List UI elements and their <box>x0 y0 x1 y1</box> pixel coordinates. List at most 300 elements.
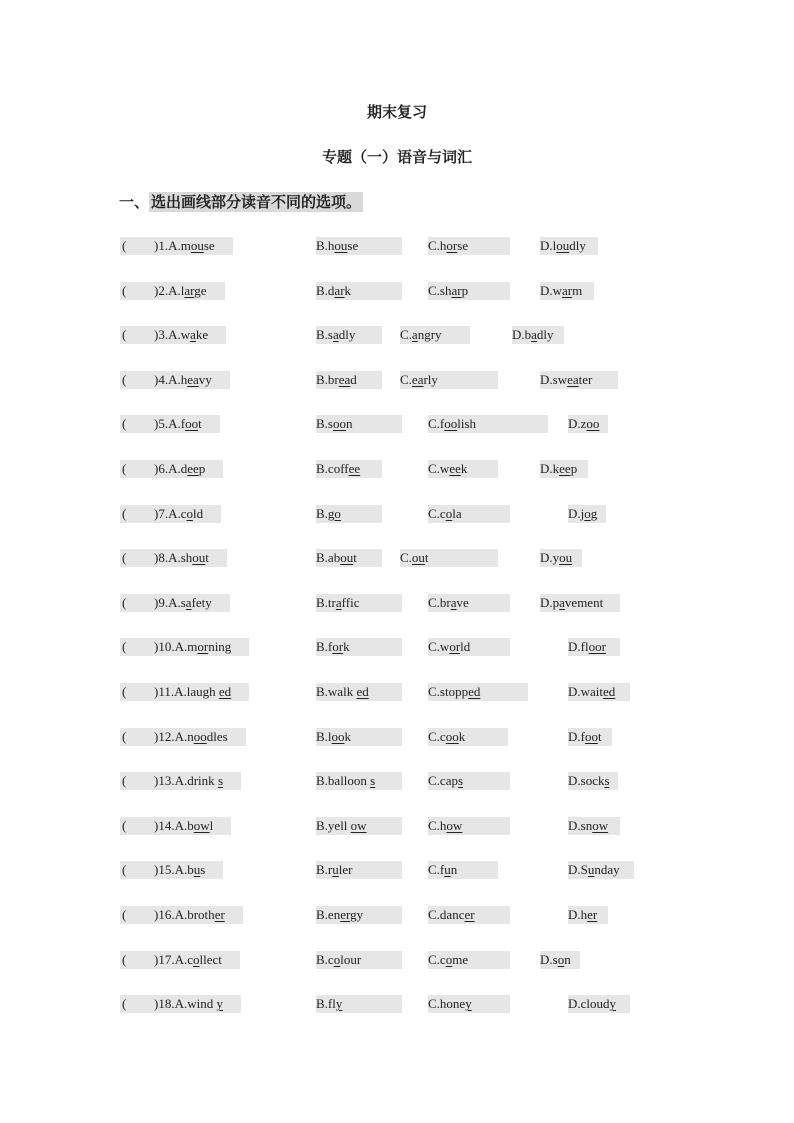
answer-blank[interactable]: ( <box>120 282 154 300</box>
option-prefix: D.cloud <box>568 996 610 1012</box>
option-prefix: B.f <box>316 639 333 655</box>
option-prefix: B.yell <box>316 817 351 833</box>
option-prefix: B.d <box>316 282 335 298</box>
option-suffix: lish <box>457 416 477 432</box>
option-text <box>168 238 215 253</box>
question-row <box>0 861 794 883</box>
question-number-and-option-a: )13.A.drink s <box>154 772 241 790</box>
option-suffix: ffic <box>341 594 360 610</box>
underlined-letters: a <box>411 327 418 343</box>
option-suffix: k <box>460 461 468 476</box>
option-text <box>400 372 438 387</box>
option-text <box>428 416 476 431</box>
option-prefix: D.wait <box>568 684 604 699</box>
option-prefix: B.en <box>316 907 341 922</box>
option-c <box>428 237 510 255</box>
option-suffix: p <box>461 282 469 298</box>
underlined-letters: ow <box>446 817 463 833</box>
underlined-letters: a <box>335 594 342 610</box>
underlined-letters: or <box>332 639 344 655</box>
question-stem <box>120 951 240 969</box>
option-suffix: nday <box>594 862 620 878</box>
option-prefix: D.l <box>540 238 557 253</box>
option-prefix: A.drink <box>174 773 218 789</box>
underlined-letters: u <box>444 862 451 878</box>
option-b <box>316 505 382 523</box>
option-text <box>316 327 355 342</box>
option-prefix: C.c <box>428 505 446 521</box>
option-prefix: B.g <box>316 505 335 521</box>
option-prefix: C. <box>400 371 412 387</box>
option-text <box>316 729 351 744</box>
answer-blank[interactable]: ( <box>120 460 154 478</box>
question-number: 7 <box>158 505 165 521</box>
question-row <box>0 549 794 571</box>
option-text <box>568 729 602 744</box>
option-text <box>175 907 225 922</box>
question-number-and-option-a: )12.A.noodles <box>154 728 246 746</box>
option-text <box>428 729 465 744</box>
option-text <box>316 238 358 253</box>
option-prefix: A.c <box>168 505 187 521</box>
underlined-letters: ou <box>190 238 204 253</box>
question-number: 6 <box>158 461 165 476</box>
option-text <box>175 862 206 877</box>
option-text <box>316 862 352 877</box>
option-prefix: C.c <box>428 728 446 744</box>
option-text <box>428 461 467 476</box>
question-row <box>0 817 794 839</box>
option-b <box>316 638 402 656</box>
option-c <box>428 861 498 879</box>
option-b <box>316 371 382 389</box>
question-number: 14 <box>158 817 172 833</box>
option-text <box>168 372 212 387</box>
underlined-letters: oo <box>445 728 459 744</box>
option-text <box>168 506 203 521</box>
underlined-letters: ow <box>592 817 609 833</box>
option-text <box>540 595 603 610</box>
option-suffix: vement <box>564 594 604 610</box>
question-row <box>0 460 794 482</box>
option-c <box>400 549 498 567</box>
option-d <box>568 683 630 701</box>
underlined-letters: oo <box>586 416 600 432</box>
option-text <box>428 862 457 877</box>
underlined-letters: a <box>531 327 537 343</box>
option-text <box>316 996 342 1011</box>
option-prefix: A.b <box>174 862 194 878</box>
option-prefix: A.wind <box>174 996 217 1012</box>
option-text <box>168 416 202 431</box>
underlined-letters: ar <box>184 282 195 298</box>
option-text <box>175 639 232 654</box>
question-stem <box>120 683 249 701</box>
option-b <box>316 728 402 746</box>
option-suffix: ld <box>193 505 204 521</box>
underlined-letters: a <box>450 594 457 610</box>
option-c <box>428 995 510 1013</box>
question-number: 17 <box>158 951 172 967</box>
page-title: 期末复习 <box>366 103 427 121</box>
underlined-letters: y <box>609 996 617 1012</box>
option-prefix: D.h <box>568 907 588 922</box>
option-text <box>316 506 341 521</box>
option-c <box>428 951 510 969</box>
option-prefix: C.stopp <box>428 684 469 699</box>
option-d <box>540 594 620 612</box>
option-suffix: m <box>572 282 583 298</box>
option-c <box>428 728 508 746</box>
answer-blank[interactable]: ( <box>120 995 154 1013</box>
option-text <box>428 907 475 922</box>
option-prefix: A.h <box>168 371 188 387</box>
option-prefix: C.h <box>428 817 447 833</box>
question-number: 16 <box>158 907 172 922</box>
option-d <box>568 638 620 656</box>
underlined-letters: ou <box>411 550 425 566</box>
option-suffix: la <box>452 505 462 521</box>
option-text <box>568 684 615 699</box>
option-d <box>540 282 594 300</box>
option-c <box>428 683 528 701</box>
option-text <box>316 461 360 476</box>
option-b <box>316 995 402 1013</box>
option-prefix: A.n <box>174 728 194 744</box>
option-suffix: dles <box>206 728 228 744</box>
underlined-letters: ou <box>192 550 206 566</box>
question-stem <box>120 505 221 523</box>
option-text <box>175 773 223 788</box>
option-prefix: A.f <box>168 416 186 432</box>
question-stem <box>120 995 241 1013</box>
option-text <box>568 907 597 922</box>
question-stem <box>120 638 249 656</box>
answer-blank[interactable]: ( <box>120 594 154 612</box>
underlined-letters: ee <box>449 461 461 476</box>
answer-blank[interactable]: ( <box>120 326 154 344</box>
option-c <box>428 460 498 478</box>
option-prefix: B.s <box>316 327 333 343</box>
option-b <box>316 772 402 790</box>
section-heading <box>119 191 363 212</box>
question-number-and-option-a: )1.A.mouse <box>154 237 233 255</box>
underlined-letters: ou <box>556 238 570 253</box>
option-c <box>400 326 470 344</box>
question-row <box>0 951 794 973</box>
underlined-letters: a <box>185 594 192 610</box>
option-text <box>175 952 222 967</box>
underlined-letters: s <box>604 773 610 789</box>
option-prefix: C.sh <box>428 282 452 298</box>
option-c <box>428 906 510 924</box>
underlined-letters: a <box>190 327 196 343</box>
option-prefix: A.b <box>174 817 194 833</box>
option-text <box>568 416 599 431</box>
question-number: 18 <box>158 996 172 1012</box>
option-b <box>316 460 382 478</box>
option-suffix: ve <box>456 594 469 610</box>
answer-blank[interactable]: ( <box>120 505 154 523</box>
underlined-letters: oo <box>193 728 207 744</box>
question-stem <box>120 237 233 255</box>
underlined-letters: oo <box>584 728 598 744</box>
option-b <box>316 683 402 701</box>
underlined-letters: a <box>332 327 339 343</box>
option-text <box>428 818 462 833</box>
option-b <box>316 817 402 835</box>
question-stem <box>120 415 220 433</box>
option-suffix: s <box>200 862 206 878</box>
option-d <box>568 772 618 790</box>
underlined-letters: ow <box>350 817 367 833</box>
question-number: 1 <box>158 238 165 253</box>
option-text <box>316 639 350 654</box>
option-prefix: D.fl <box>568 639 589 655</box>
option-b <box>316 951 402 969</box>
underlined-letters: ar <box>451 282 462 298</box>
option-text <box>175 818 214 833</box>
question-number-and-option-a: )16.A.brother <box>154 906 243 924</box>
option-prefix: B.balloon <box>316 773 371 789</box>
option-text <box>168 550 209 565</box>
option-b <box>316 415 402 433</box>
answer-blank[interactable]: ( <box>120 683 154 701</box>
option-d <box>540 951 580 969</box>
question-row <box>0 683 794 705</box>
option-suffix: k <box>344 282 352 298</box>
option-prefix: D.f <box>568 728 585 744</box>
question-row <box>0 906 794 928</box>
question-stem <box>120 906 243 924</box>
option-suffix: dly <box>569 238 586 253</box>
option-prefix: D.k <box>540 461 560 476</box>
option-d <box>568 505 606 523</box>
option-suffix: ler <box>338 862 353 878</box>
option-d <box>540 237 598 255</box>
answer-blank[interactable]: ( <box>120 371 154 389</box>
option-suffix: me <box>452 951 469 967</box>
question-row <box>0 594 794 616</box>
option-prefix: B.tr <box>316 594 336 610</box>
underlined-letters: u <box>332 862 339 878</box>
option-suffix: gy <box>350 907 364 922</box>
option-prefix: D.j <box>568 505 585 521</box>
option-c <box>400 371 498 389</box>
option-prefix: B.r <box>316 862 333 878</box>
option-suffix: g <box>590 505 598 521</box>
question-number-and-option-a: )2.A.large <box>154 282 225 300</box>
option-text <box>168 595 212 610</box>
underlined-letters: ee <box>348 461 361 476</box>
question-number-and-option-a: )6.A.deep <box>154 460 223 478</box>
option-suffix: n <box>450 862 458 878</box>
option-text <box>428 996 472 1011</box>
option-suffix: vy <box>198 371 212 387</box>
option-d <box>568 415 608 433</box>
answer-blank[interactable]: ( <box>120 638 154 656</box>
question-stem <box>120 861 223 879</box>
option-prefix: A.w <box>168 327 191 343</box>
option-c <box>428 282 510 300</box>
option-suffix: ld <box>460 639 471 655</box>
question-row <box>0 728 794 750</box>
underlined-letters: y <box>216 996 223 1012</box>
option-text <box>316 684 369 699</box>
option-prefix: A.s <box>168 594 186 610</box>
underlined-letters: ea <box>567 371 579 387</box>
underlined-letters: oo <box>185 416 199 432</box>
underlined-letters: or <box>446 238 458 253</box>
answer-blank[interactable]: ( <box>120 237 154 255</box>
option-d <box>540 371 618 389</box>
answer-blank[interactable]: ( <box>120 549 154 567</box>
question-number: 8 <box>158 550 165 566</box>
option-prefix: A.broth <box>174 907 215 922</box>
option-text <box>316 283 351 298</box>
underlined-letters: y <box>335 996 343 1012</box>
option-prefix: C.f <box>428 862 445 878</box>
option-c <box>428 594 510 612</box>
option-prefix: A.laugh <box>174 684 219 699</box>
question-number-and-option-a: )9.A.safety <box>154 594 230 612</box>
option-prefix: C.h <box>428 238 447 253</box>
question-stem <box>120 371 230 389</box>
option-text <box>540 952 571 967</box>
option-suffix: llect <box>199 951 222 967</box>
underlined-letters: ar <box>334 282 345 298</box>
option-b <box>316 549 382 567</box>
question-row <box>0 415 794 437</box>
option-text <box>175 996 223 1011</box>
question-number: 15 <box>158 862 172 878</box>
question-number-and-option-a: )10.A.morning <box>154 638 249 656</box>
question-row <box>0 282 794 304</box>
section-number: 一、 <box>119 193 150 211</box>
underlined-letters: or <box>449 639 461 655</box>
option-d <box>568 995 630 1013</box>
option-b <box>316 237 402 255</box>
option-b <box>316 861 402 879</box>
option-text <box>316 595 359 610</box>
option-prefix: C.w <box>428 461 450 476</box>
option-text <box>568 818 608 833</box>
question-row <box>0 772 794 794</box>
option-prefix: C.danc <box>428 907 465 922</box>
question-number-and-option-a: )8.A.shout <box>154 549 227 567</box>
underlined-letters: ou <box>340 550 354 566</box>
option-prefix: C.w <box>428 639 450 655</box>
underlined-letters: ea <box>411 371 424 387</box>
question-stem <box>120 549 227 567</box>
option-text <box>540 550 572 565</box>
option-text <box>316 818 367 833</box>
option-prefix: C. <box>400 327 412 343</box>
underlined-letters: a <box>559 594 565 610</box>
option-b <box>316 906 402 924</box>
option-text <box>168 461 205 476</box>
option-prefix: A.c <box>174 951 194 967</box>
option-prefix: A.m <box>168 238 191 253</box>
answer-blank[interactable]: ( <box>120 861 154 879</box>
option-prefix: B.c <box>316 951 334 967</box>
option-text <box>428 506 462 521</box>
answer-blank[interactable]: ( <box>120 817 154 835</box>
option-suffix: k <box>344 728 352 744</box>
option-text <box>428 952 468 967</box>
option-suffix: se <box>347 238 359 253</box>
question-stem <box>120 460 223 478</box>
question-number: 2 <box>158 282 165 298</box>
answer-blank[interactable]: ( <box>120 772 154 790</box>
option-text <box>568 639 606 654</box>
option-suffix: rly <box>423 371 438 387</box>
option-prefix: B.fl <box>316 996 336 1012</box>
option-text <box>428 684 480 699</box>
option-suffix: t <box>353 550 357 566</box>
underlined-letters: o <box>333 951 341 967</box>
underlined-letters: o <box>445 505 453 521</box>
underlined-letters: ea <box>187 371 199 387</box>
underlined-letters: ed <box>218 684 232 699</box>
answer-blank[interactable]: ( <box>120 415 154 433</box>
underlined-letters: er <box>340 907 351 922</box>
question-stem <box>120 728 246 746</box>
option-text <box>174 684 231 699</box>
answer-blank[interactable]: ( <box>120 728 154 746</box>
option-prefix: D.S <box>568 862 588 878</box>
option-prefix: B.walk <box>316 684 357 699</box>
option-prefix: C.f <box>428 416 445 432</box>
option-prefix: A.d <box>168 461 188 476</box>
option-suffix: t <box>597 728 602 744</box>
answer-blank[interactable]: ( <box>120 906 154 924</box>
question-number-and-option-a: )18.A.wind y <box>154 995 241 1013</box>
option-suffix: p <box>570 461 578 476</box>
option-prefix: D.sock <box>568 773 605 789</box>
question-number: 9 <box>158 594 165 610</box>
answer-blank[interactable]: ( <box>120 951 154 969</box>
option-prefix: D.b <box>512 327 532 343</box>
option-suffix: l <box>209 817 214 833</box>
question-number-and-option-a: )3.A.wake <box>154 326 226 344</box>
underlined-letters: ed <box>603 684 616 699</box>
option-text <box>316 773 375 788</box>
option-text <box>400 550 429 565</box>
underlined-letters: u <box>193 862 201 878</box>
underlined-letters: o <box>557 951 565 967</box>
underlined-letters: oo <box>444 416 458 432</box>
question-stem <box>120 282 225 300</box>
option-prefix: D.sw <box>540 371 568 387</box>
option-suffix: ning <box>208 639 232 655</box>
option-suffix: p <box>198 461 206 476</box>
option-text <box>568 996 616 1011</box>
option-suffix: dly <box>338 327 356 343</box>
underlined-letters: ou <box>334 238 348 253</box>
underlined-letters: er <box>587 907 598 922</box>
question-number-and-option-a: )5.A.foot <box>154 415 220 433</box>
underlined-letters: ou <box>559 550 573 566</box>
question-number: 3 <box>158 327 165 343</box>
option-b <box>316 282 402 300</box>
question-number-and-option-a: )17.A.collect <box>154 951 240 969</box>
option-prefix: C.hone <box>428 996 466 1012</box>
option-text <box>428 773 463 788</box>
option-prefix: D.sn <box>568 817 593 833</box>
question-number-and-option-a: )15.A.bus <box>154 861 223 879</box>
question-stem <box>120 772 241 790</box>
